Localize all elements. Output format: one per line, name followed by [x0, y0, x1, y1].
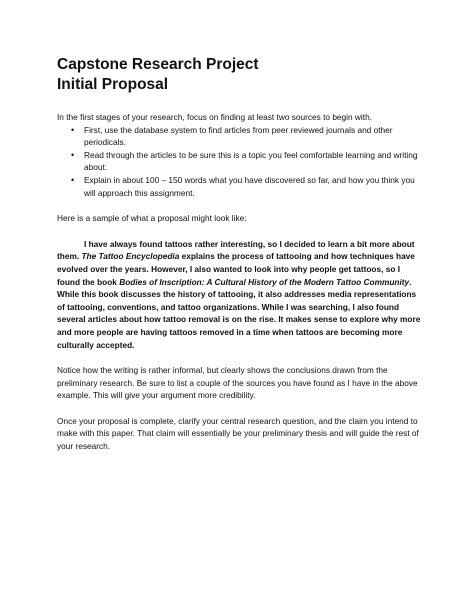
notice-paragraph: Notice how the writing is rather informal, but clearly shows the conclusions drawn from the preliminary research. Be sure to list a couple of the sources you have found as I have in the above example. This will give your argument more credibility. — [57, 365, 418, 401]
title-line-1: Capstone Research Project — [57, 56, 259, 73]
sample-text-part-2: explains the process of tattooing and how techniques have evolved over the years. However, I also wanted to look into why people get tattoos, so I found the book — [57, 251, 415, 287]
sample-book-title-2: Bodies of Inscription: A Cultural History of the Modern Tattoo Community — [119, 276, 410, 287]
sample-text-part-1: I have always found tattoos rather interesting, so I decided to learn a bit more about them. — [57, 238, 415, 262]
list-item: • First, use the database system to find articles from peer reviewed journals and other periodicals. — [84, 124, 424, 149]
list-item: • Explain in about 100 – 150 words what you have discovered so far, and how you think you will approach this assignment. — [84, 174, 424, 199]
instructions-list — [57, 124, 424, 200]
title-line-2: Initial Proposal — [57, 76, 169, 93]
document-title — [57, 55, 424, 95]
sample-lead-paragraph: Here is a sample of what a proposal might look like: — [57, 213, 247, 224]
sample-book-title-1: The Tattoo Encyclopedia — [81, 251, 180, 262]
document-body — [57, 111, 424, 453]
sample-proposal-paragraph — [57, 238, 424, 351]
list-item: • Read through the articles to be sure this is a topic you feel comfortable learning and writing about. — [84, 149, 424, 174]
closing-paragraph: Once your proposal is complete, clarify your central research question, and the claim you intend to make with this paper. That claim will essentially be your preliminary thesis and will guide the rest of your research. — [57, 415, 419, 452]
sample-text-part-3: . While this book discusses the history of tattooing, it also addresses media representations of tattooing, conventions, and tattoo organizations. While I was searching, I also found several articles about how tattoo removal is on the rise. It makes sense to explore why more and more people are having tattoos removed in a time when tattoos are becoming more culturally accepted. — [57, 276, 421, 350]
intro-paragraph: In the first stages of your research, focus on finding at least two sources to begin with. — [57, 112, 372, 122]
